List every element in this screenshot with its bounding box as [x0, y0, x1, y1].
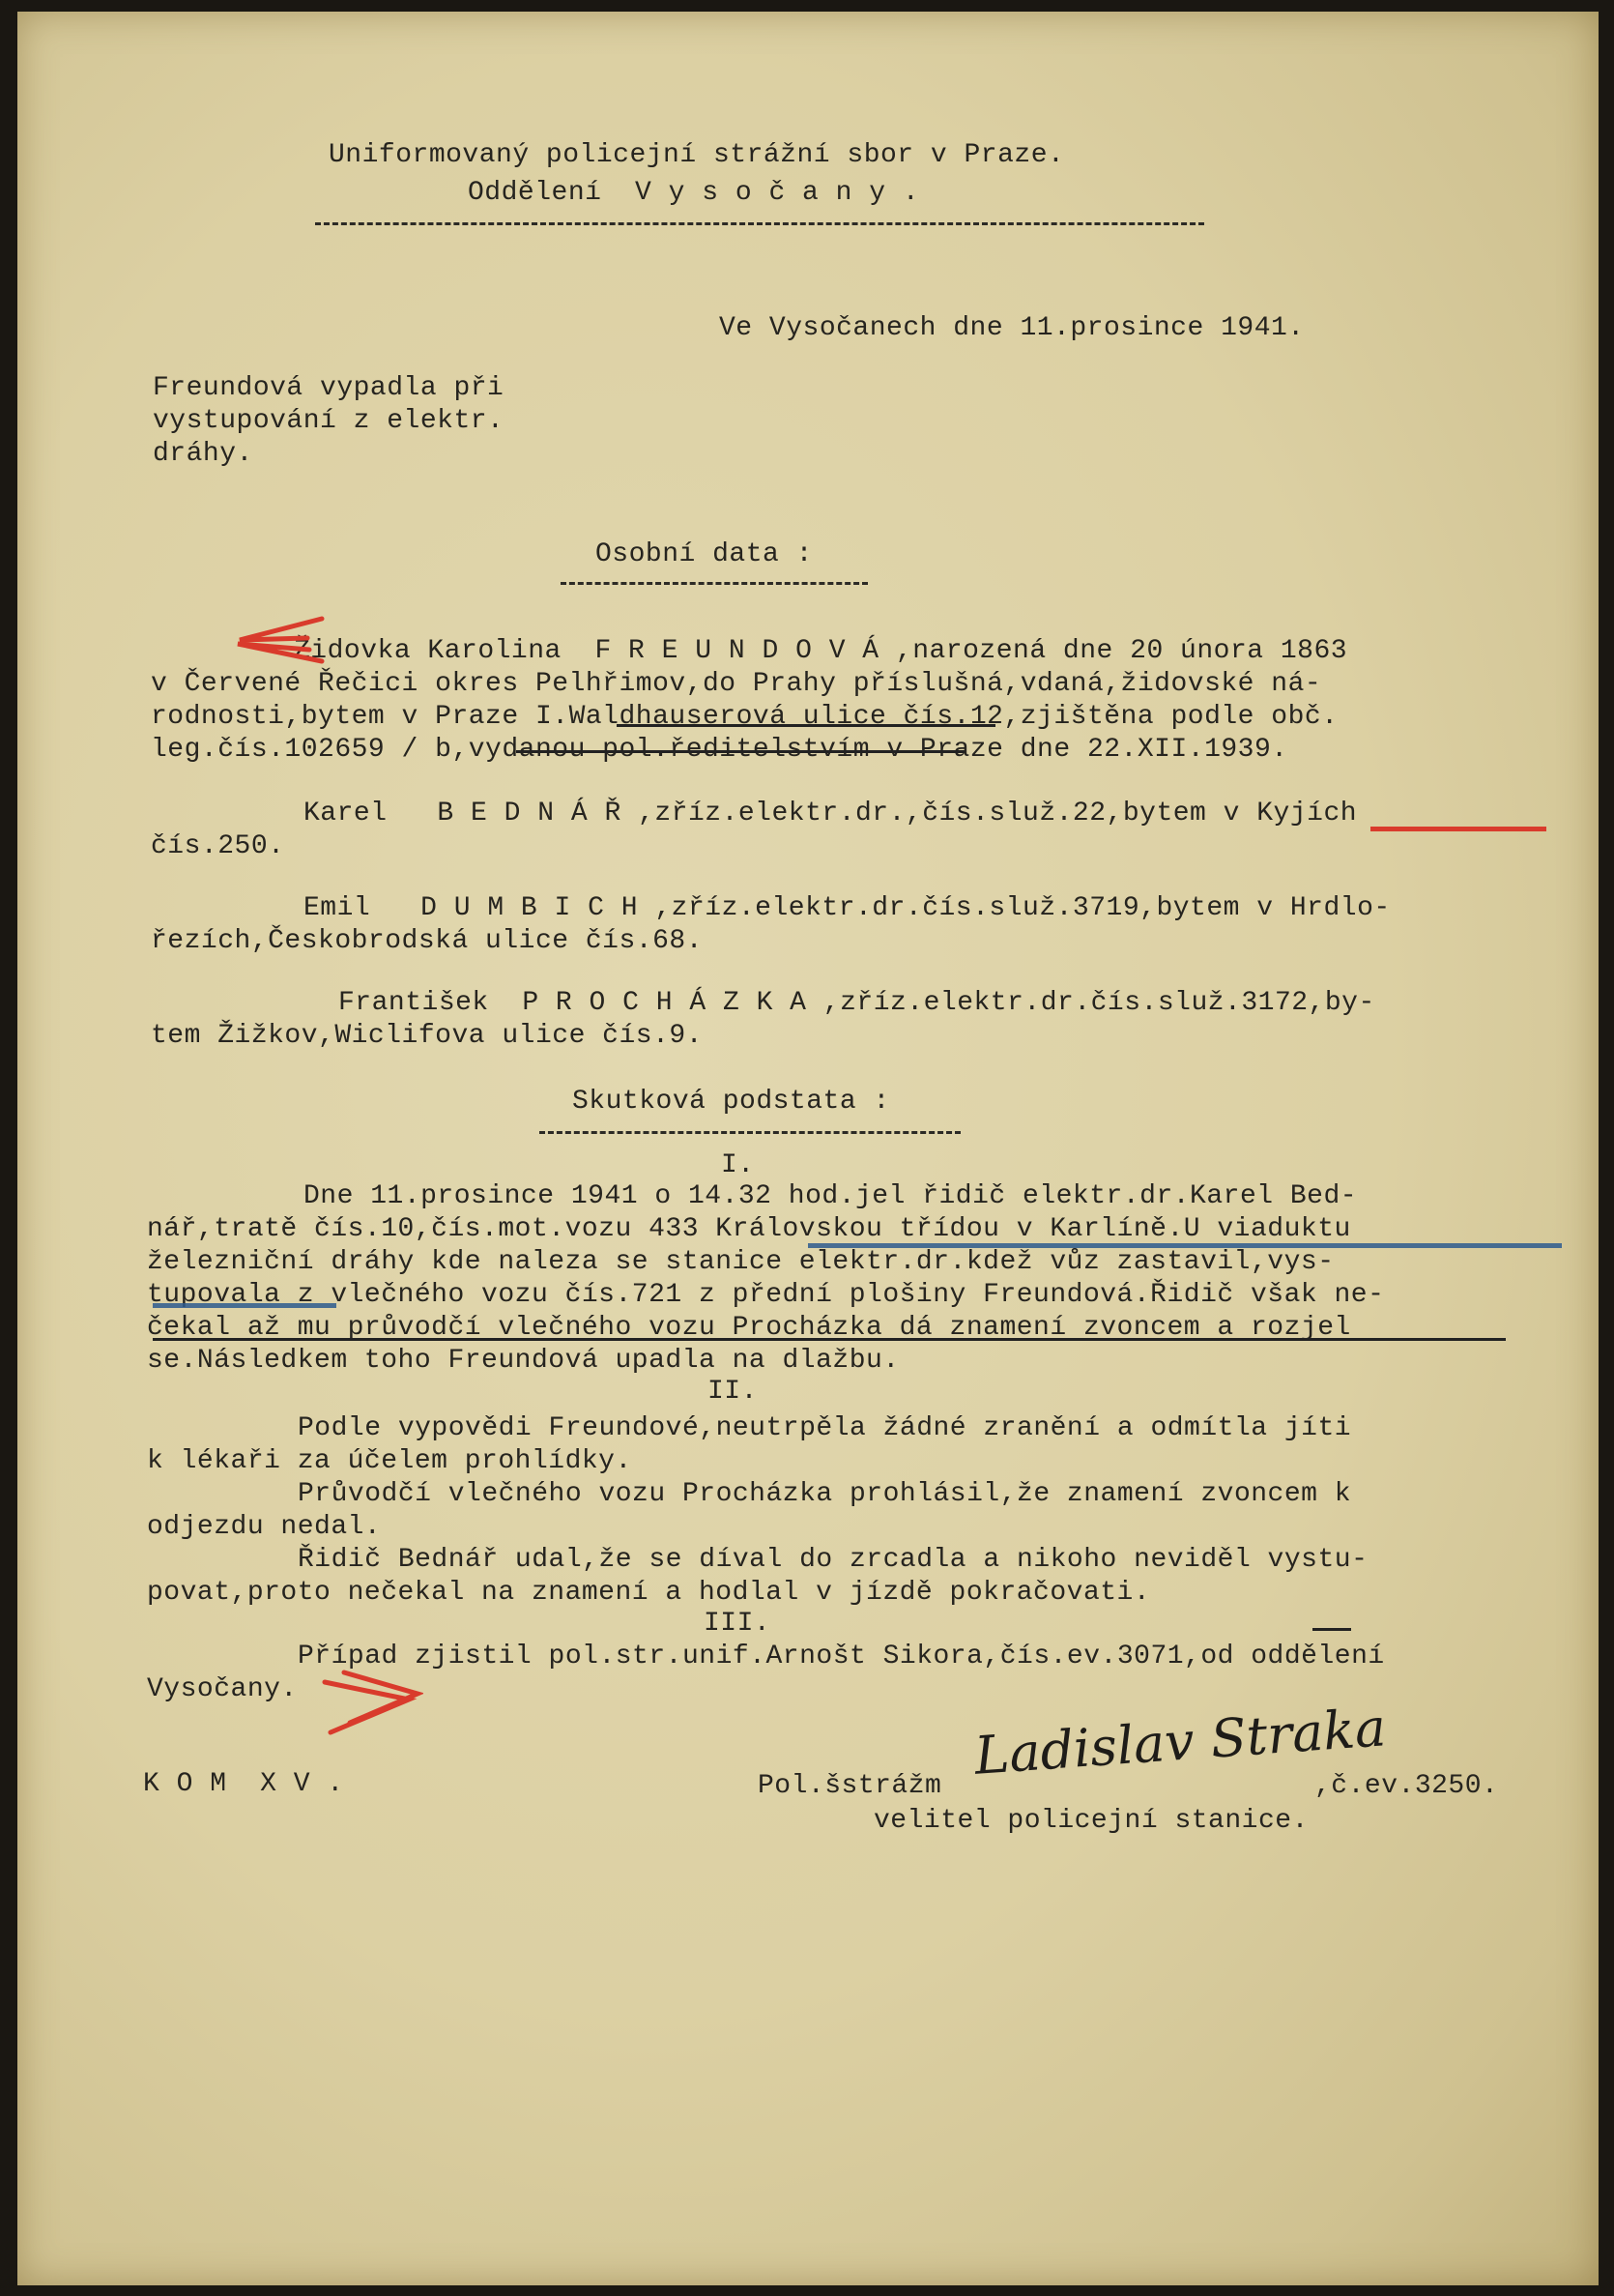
facts-heading: Skutková podstata :: [572, 1087, 890, 1117]
fact-line-7: Podle vypovědi Freundové,neutrpěla žádné zranění a odmítla jíti: [298, 1413, 1352, 1443]
header-line-1: Uniformovaný policejní strážní sbor v Praze.: [329, 140, 1065, 170]
header-line-2: Oddělení V y s o č a n y .: [468, 178, 920, 208]
fact-line-3: železniční dráhy kde naleza se stanice elektr.dr.kdež vůz zastavil,vys-: [147, 1247, 1335, 1277]
date-line: Ve Vysočanech dne 11.prosince 1941.: [719, 313, 1305, 343]
signature: Ladislav Straka: [972, 1697, 1389, 1787]
section-3-number: III.: [704, 1609, 771, 1639]
person-line-4: leg.čís.102659 / b,vydanou pol.ředitelstvím v Praze dne 22.XII.1939.: [151, 735, 1288, 765]
fact-line-8: k lékaři za účelem prohlídky.: [147, 1446, 632, 1476]
rank-prefix: Pol.šstrážm: [758, 1771, 942, 1801]
facts-rule: [539, 1131, 961, 1134]
rank-suffix: ,č.ev.3250.: [1314, 1771, 1499, 1801]
document-sheet: [17, 12, 1599, 2285]
blue-underline-1: [808, 1243, 1562, 1248]
person-line-7: Emil D U M B I C H ,zříz.elektr.dr.čís.služ.3719,bytem v Hrdlo-: [303, 893, 1391, 923]
fact-line-1: Dne 11.prosince 1941 o 14.32 hod.jel řidič elektr.dr.Karel Bed-: [303, 1181, 1358, 1211]
strike-issued: [516, 750, 965, 753]
person-line-2: v Červené Řečici okres Pelhřimov,do Prahy příslušná,vdaná,židovské ná-: [151, 669, 1322, 699]
red-underline-kyjich: [1370, 827, 1546, 831]
personal-data-heading: Osobní data :: [595, 539, 813, 569]
section-2-number: II.: [707, 1377, 758, 1407]
fact-line-9: Průvodčí vlečného vozu Procházka prohlásil,že znamení zvoncem k: [298, 1479, 1352, 1509]
fact-line-6: se.Následkem toho Freundová upadla na dlažbu.: [147, 1346, 900, 1376]
person-line-5: Karel B E D N Á Ř ,zříz.elektr.dr.,čís.služ.22,bytem v Kyjích: [303, 799, 1358, 828]
red-chevron-mark: [317, 1665, 423, 1742]
strike-mark: [1312, 1628, 1351, 1631]
person-line-6: čís.250.: [151, 831, 285, 861]
kom-reference: K O M X V .: [143, 1769, 344, 1799]
person-line-9: František P R O C H Á Z K A ,zříz.elektr.dr.čís.služ.3172,by-: [338, 988, 1375, 1018]
person-line-8: řezích,Českobrodská ulice čís.68.: [151, 926, 703, 956]
fact-line-4: tupovala z vlečného vozu čís.721 z přední plošiny Freundová.Řidič však ne-: [147, 1280, 1385, 1310]
fact-line-2: nář,tratě čís.10,čís.mot.vozu 433 Královskou třídou v Karlíně.U viaduktu: [147, 1214, 1351, 1244]
fact-line-10: odjezdu nedal.: [147, 1512, 382, 1542]
fact-line-13: Případ zjistil pol.str.unif.Arnošt Sikora,čís.ev.3071,od oddělení: [298, 1642, 1385, 1671]
header-rule: [315, 222, 1204, 225]
section-1-number: I.: [721, 1150, 755, 1180]
red-arrow-mark: [220, 611, 327, 669]
blue-underline-2: [153, 1303, 336, 1308]
subject-line-3: dráhy.: [153, 439, 253, 469]
officer-title: velitel policejní stanice.: [874, 1806, 1309, 1836]
person-line-1: Židovka Karolina F R E U N D O V Á ,narozená dne 20 února 1863: [294, 636, 1348, 666]
subject-line-1: Freundová vypadla při: [153, 373, 504, 403]
person-line-3: rodnosti,bytem v Praze I.Waldhauserová ulice čís.12,zjištěna podle obč.: [151, 702, 1339, 732]
personal-data-rule: [561, 582, 868, 585]
fact-line-14: Vysočany.: [147, 1674, 298, 1704]
underline-waited: [153, 1338, 1506, 1341]
person-line-10: tem Žižkov,Wiclifova ulice čís.9.: [151, 1021, 703, 1051]
fact-line-12: povat,proto nečekal na znamení a hodlal v jízdě pokračovati.: [147, 1578, 1151, 1608]
subject-line-2: vystupování z elektr.: [153, 406, 504, 436]
fact-line-5: čekal až mu průvodčí vlečného vozu Procházka dá znamení zvoncem a rozjel: [147, 1313, 1351, 1343]
underline-address: [617, 724, 995, 727]
fact-line-11: Řidič Bednář udal,že se díval do zrcadla a nikoho neviděl vystu-: [298, 1545, 1369, 1575]
